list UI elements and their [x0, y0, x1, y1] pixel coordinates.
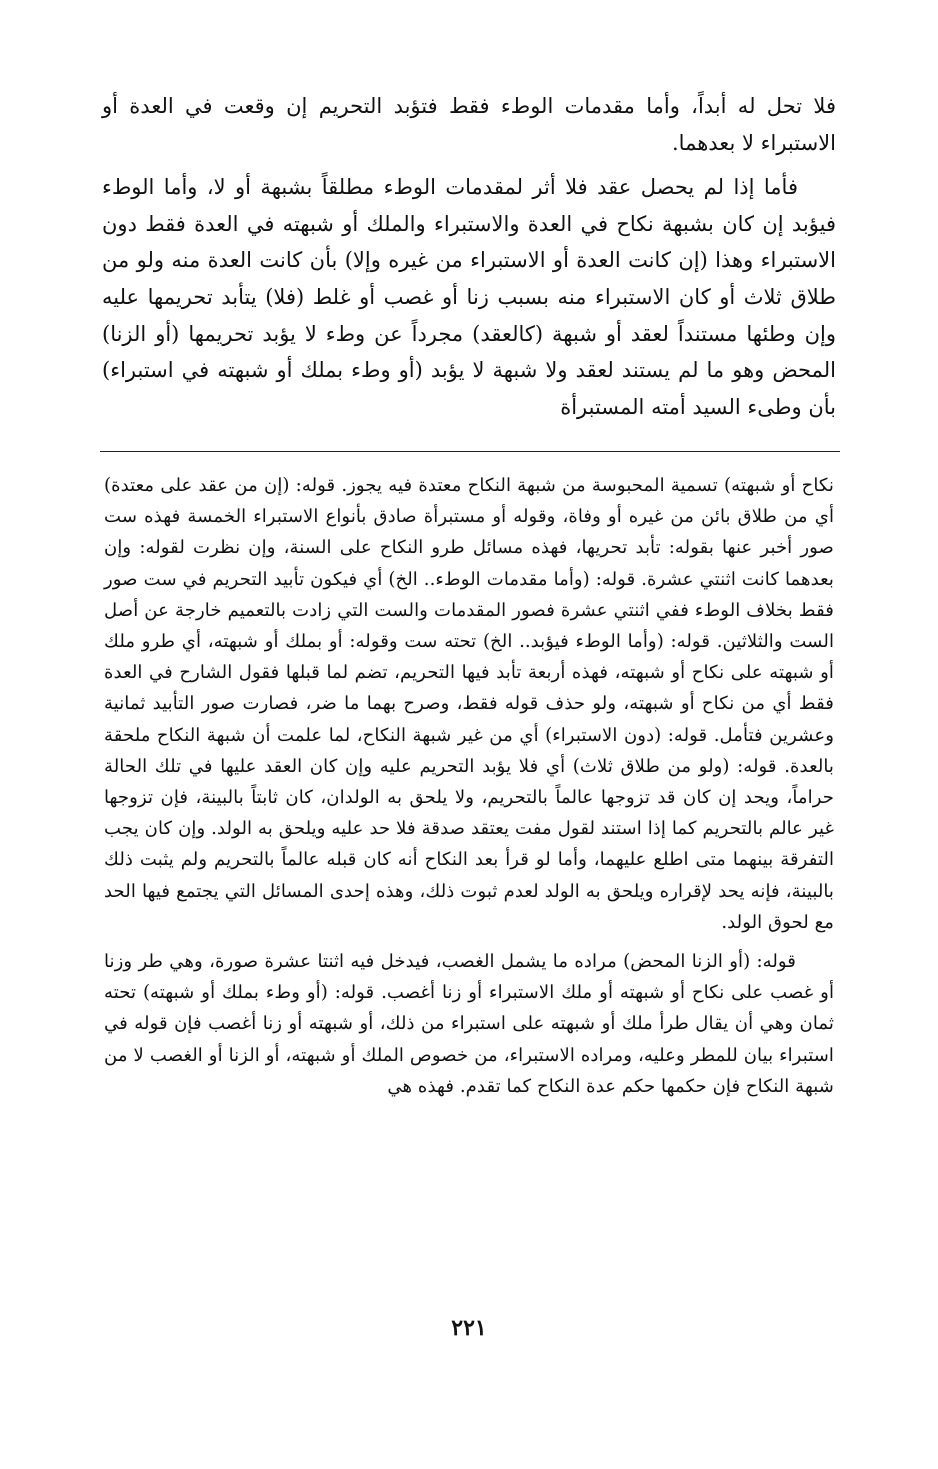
- footnote-paragraph: نكاح أو شبهته) تسمية المحبوسة من شبهة النكاح معتدة فيه يجوز. قوله: (إن من عقد على معتدة) أي من طلاق بائن من غيره أو وفاة، وقوله أو مستبرأة صادق بأنواع الاستبراء الخمسة فهذه ست صور أخبر عنها بقوله: تأبد تحريها، فهذه مسائل طرو النكاح على السنة، وإن نظرت لقوله: وإن بعدهما كانت اثنتي عشرة. قوله: (وأما مقدمات الوطء.. الخ) أي فيكون تأبيد التحريم في ست صور فقط بخلاف الوطء ففي اثنتي عشرة فصور المقدمات والست التي زادت بالتعميم خارجة عن أصل الست والثلاثين. قوله: (وأما الوطء فيؤبد.. الخ) تحته ست وقوله: أو بملك أو شبهته، أي طرو ملك أو شبهته على نكاح أو شبهته، فهذه أربعة تأبد فيها التحريم، تضم لما قبلها فقول الشارح في العدة فقط أي من نكاح أو شبهته، ولو حذف قوله فقط، وصرح بهما ما ضر، فصارت صور التأبيد ثمانية وعشرين فتأمل. قوله: (دون الاستبراء) أي من غير شبهة النكاح، لما علمت أن شبهة النكاح ملحقة بالعدة. قوله: (ولو من طلاق ثلاث) أي فلا يؤبد التحريم عليه وإن كان العقد عليها في تلك الحالة حراماً، ويحد إن كان قد تزوجها عالماً بالتحريم، ولا يلحق به الولدان، كان ثابتاً بالبينة، فإن تزوجها غير عالم بالتحريم كما إذا استند لقول مفت يعتقد صدقة فلا حد عليه ويلحق به الولد. وإن كان يجب التفرقة بينهما متى اطلع عليهما، وأما لو قرأ بعد النكاح أنه كان قبله عالماً بالتحريم ولم يثبت ذلك بالبينة، فإنه يحد لإقراره ويلحق به الولد لعدم ثبوت ذلك، وهذه إحدى المسائل التي يجتمع فيها الحد مع لحوق الولد.: [104, 475, 834, 933]
- footnote-paragraph: قوله: (أو الزنا المحض) مراده ما يشمل الغصب، فيدخل فيه اثنتا عشرة صورة، وهي طر وزنا أو غصب على نكاح أو شبهته أو ملك الاستبراء أو زنا أغصب. قوله: (أو وطء بملك أو شبهته) تحته ثمان وهي أن يقال طرأ ملك أو شبهته على استبراء من ذلك، أو شبهته أو زنا أغصب فإن قوله في استبراء بيان للمطر وعليه، ومراده الاستبراء، من خصوص الملك أو شبهته، أو الزنا أو الغصب لا من شبهة النكاح فإن حكمها حكم عدة النكاح كما تقدم. فهذه هي: [104, 951, 834, 1097]
- main-paragraph: فلا تحل له أبداً، وأما مقدمات الوطء فقط فتؤبد التحريم إن وقعت في العدة أو الاستبراء لا بعدهما.: [102, 94, 836, 155]
- main-paragraph: فأما إذا لم يحصل عقد فلا أثر لمقدمات الوطء مطلقاً بشبهة أو لا، وأما الوطء فيؤبد إن كان بشبهة نكاح في العدة والاستبراء والملك أو شبهته في العدة فقط دون الاستبراء وهذا (إن كانت العدة أو الاستبراء من غيره وإلا) بأن كانت العدة منه ولو من طلاق ثلاث أو كان الاستبراء منه بسبب زنا أو غصب أو غلط (فلا) يتأبد تحريمها عليه وإن وطئها مستنداً لعقد أو شبهة (كالعقد) مجرداً عن وطء لا يؤبد تحريمها (أو الزنا) المحض وهو ما لم يستند لعقد ولا شبهة لا يؤبد (أو وطء بملك أو شبهته في استبراء) بأن وطىء السيد أمته المستبرأة: [102, 175, 836, 419]
- page-number: ٢٢١: [451, 1315, 487, 1341]
- footnotes: [104, 470, 834, 1102]
- main-text: [102, 88, 836, 425]
- footnote-divider: [100, 451, 840, 452]
